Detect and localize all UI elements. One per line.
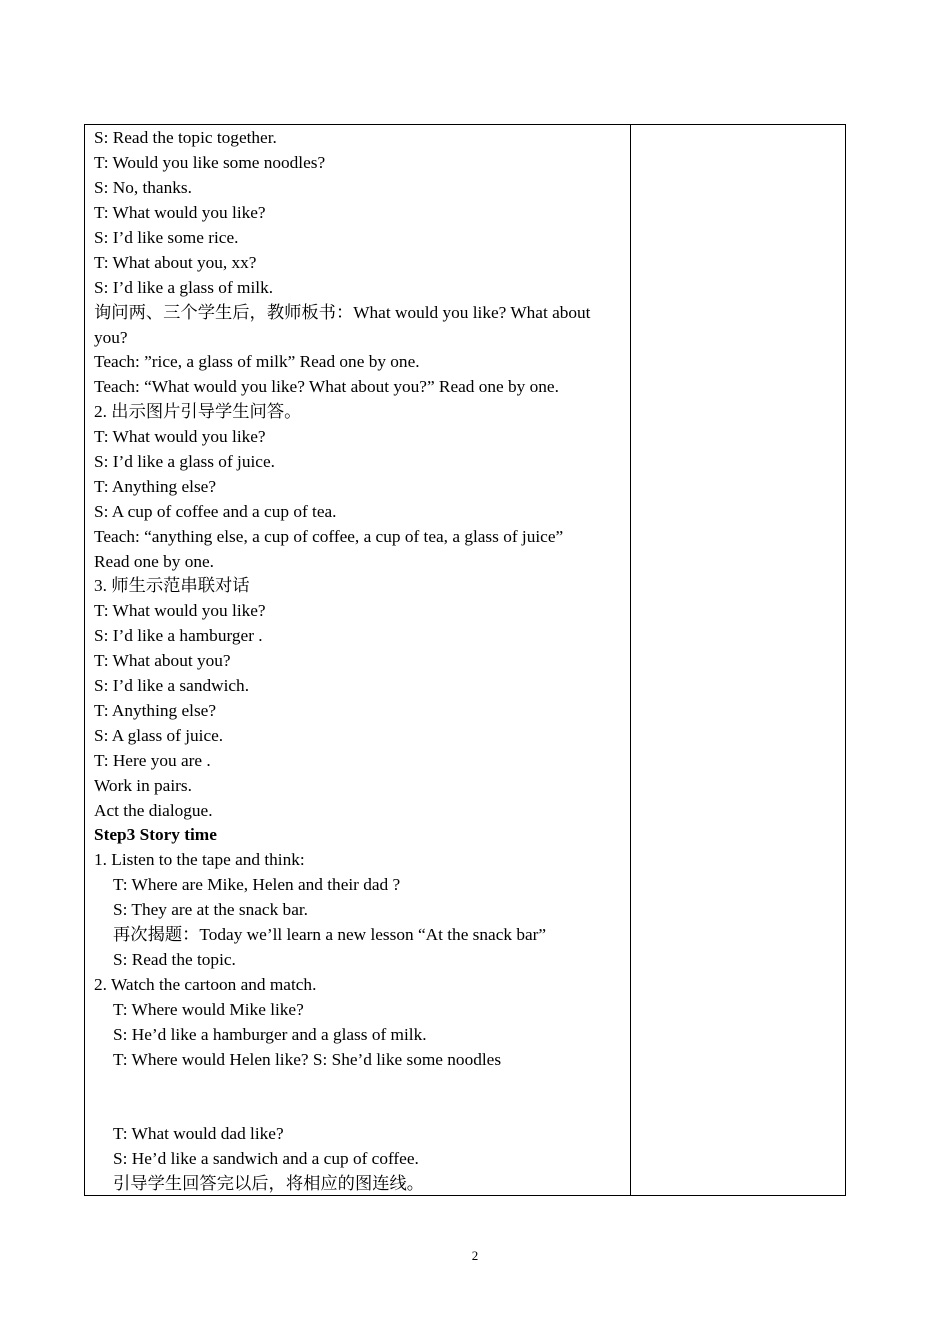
text-line: Read one by one. <box>94 552 214 571</box>
text-line: Work in pairs. <box>94 776 192 795</box>
text-line: T: What about you? <box>94 651 231 670</box>
text-line: T: Anything else? <box>94 701 217 720</box>
text-line: T: Here you are . <box>94 751 211 770</box>
text-line: S: I’d like some rice. <box>94 228 239 247</box>
text-line: T: Would you like some noodles? <box>94 153 326 172</box>
text-line: Act the dialogue. <box>94 801 213 820</box>
text-line: T: What about you, xx? <box>94 253 257 272</box>
text-line: T: What would you like? <box>94 601 266 620</box>
text-line: 再次揭题：Today we’ll learn a new lesson “At the snack bar” <box>113 925 547 944</box>
text-line: S: I’d like a sandwich. <box>94 676 250 695</box>
text-line: Teach: ”rice, a glass of milk” Read one by one. <box>94 352 420 371</box>
text-line: 引导学生回答完以后，将相应的图连线。 <box>113 1174 425 1193</box>
text-line: T: Where would Helen like? S: She’d like some noodles <box>113 1050 502 1069</box>
text-line: T: Anything else? <box>94 477 217 496</box>
section-heading: 3. 师生示范串联对话 <box>94 576 250 595</box>
teaching-process-cell <box>85 125 631 1195</box>
text-line: S: Read the topic. <box>113 950 236 969</box>
text-line: T: What would dad like? <box>113 1124 284 1143</box>
text-line: T: Where would Mike like? <box>113 1000 304 1019</box>
text-line: S: A glass of juice. <box>94 726 224 745</box>
text-line: S: They are at the snack bar. <box>113 900 308 919</box>
text-line: S: I’d like a hamburger . <box>94 626 263 645</box>
text-line: S: He’d like a hamburger and a glass of milk. <box>113 1025 427 1044</box>
text-line: Teach: “What would you like? What about you?” Read one by one. <box>94 377 559 396</box>
text-line: 询问两、三个学生后，教师板书：What would you like? What about <box>94 303 591 322</box>
text-line: S: I’d like a glass of juice. <box>94 452 275 471</box>
text-line: S: Read the topic together. <box>94 128 277 147</box>
text-line: S: No, thanks. <box>94 178 192 197</box>
text-line: T: Where are Mike, Helen and their dad ? <box>113 875 401 894</box>
page-number: 2 <box>471 1248 479 1263</box>
text-line: S: He’d like a sandwich and a cup of coffee. <box>113 1149 419 1168</box>
text-line: T: What would you like? <box>94 427 266 446</box>
section-heading: 2. 出示图片引导学生问答。 <box>94 402 302 421</box>
text-line: S: I’d like a glass of milk. <box>94 278 274 297</box>
text-line: 1. Listen to the tape and think: <box>94 850 305 869</box>
text-line: you? <box>94 328 128 347</box>
text-line: S: A cup of coffee and a cup of tea. <box>94 502 337 521</box>
notes-cell <box>631 125 845 1195</box>
text-line: Teach: “anything else, a cup of coffee, a cup of tea, a glass of juice” <box>94 527 564 546</box>
lesson-table <box>84 124 846 1196</box>
text-line: T: What would you like? <box>94 203 266 222</box>
step-heading: Step3 Story time <box>94 825 217 844</box>
text-line: 2. Watch the cartoon and match. <box>94 975 317 994</box>
